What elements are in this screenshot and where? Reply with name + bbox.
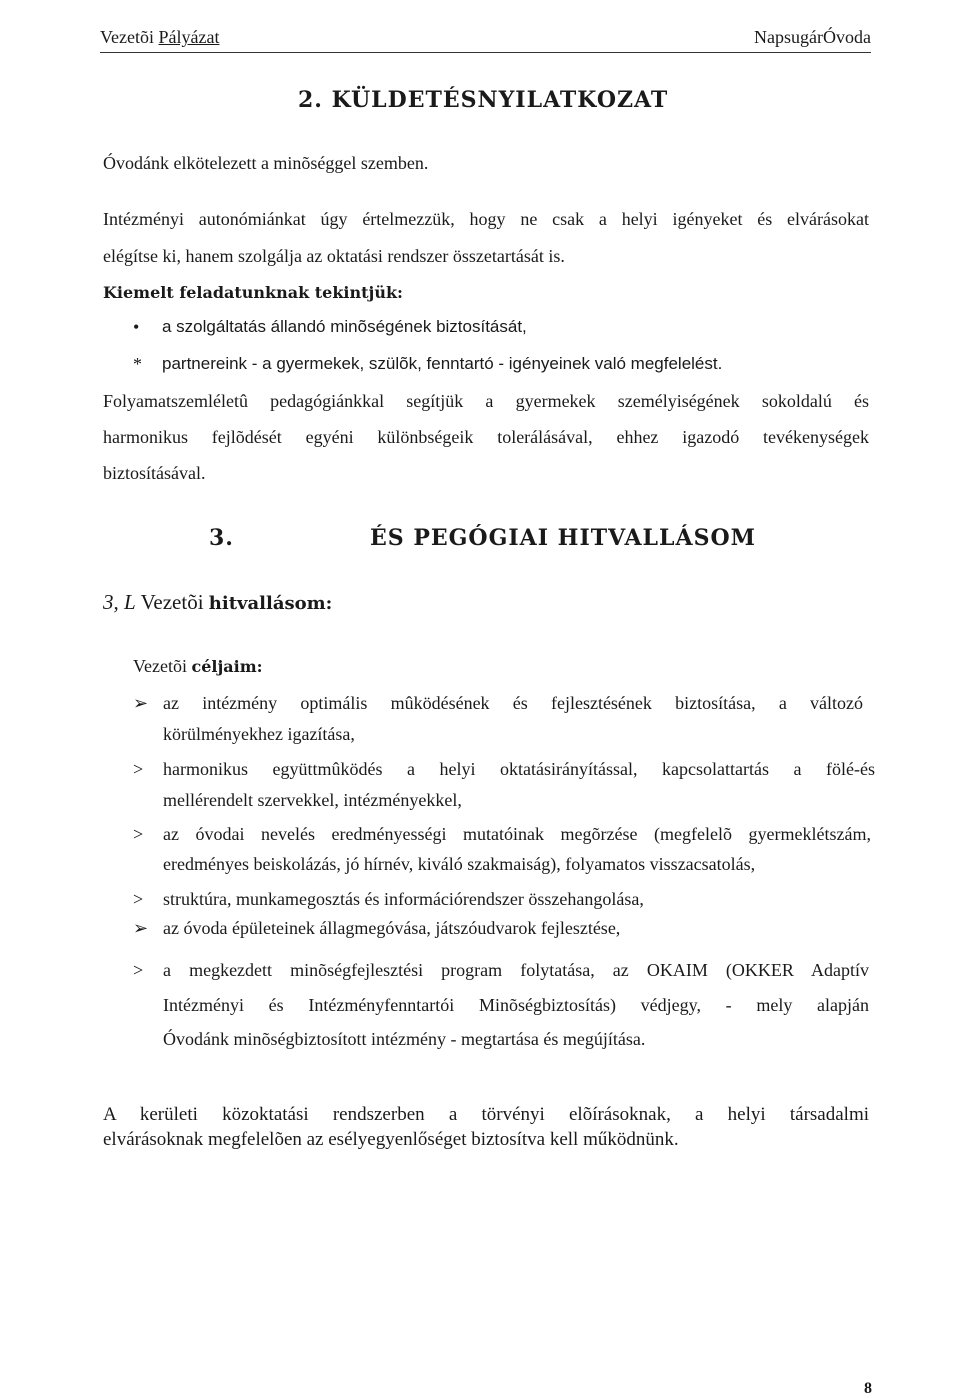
closing-line2: elvárásoknak megfelelõen az esélyegyenlőséget biztosítva kell működnünk. bbox=[103, 1129, 679, 1150]
subsection-number: 3, L bbox=[103, 590, 136, 614]
goal4-marker: > bbox=[133, 889, 144, 909]
subsection-bold: hitvallásom: bbox=[208, 593, 333, 614]
tasks-heading: Kiemelt feladatunknak tekintjük: bbox=[103, 283, 403, 302]
bullet2-text: partnereink - a gyermekek, szülõk, fenntartó - igényeinek való megfelelést. bbox=[162, 354, 723, 373]
subsection-plain: Vezetõi bbox=[140, 590, 204, 614]
section2-p3-line3: biztosításával. bbox=[103, 463, 206, 483]
goal6-line3: Óvodánk minõségbiztosított intézmény - megtartása és megújítása. bbox=[163, 1029, 646, 1049]
header-doc-title: Pályázat bbox=[158, 27, 220, 47]
bullet2-marker: * bbox=[133, 354, 142, 374]
goals-plain: Vezetõi bbox=[133, 656, 187, 676]
goal3-line2: eredményes beiskolázás, jó hírnév, kiváló szakmaiság), folyamatos visszacsatolás, bbox=[163, 854, 756, 874]
goals-heading bbox=[133, 654, 263, 679]
section2-p3-line1: Folyamatszemléletû pedagógiánkkal segítjük a gyermekek személyiségének sokoldalú és bbox=[103, 391, 869, 411]
section3-title: ÉS PEGÓGIAI HITVALLÁSOM bbox=[370, 525, 756, 551]
goal2-marker: > bbox=[133, 759, 144, 779]
goal4-line1: struktúra, munkamegosztás és információrendszer összehangolása, bbox=[163, 889, 644, 909]
section2-title: 2. KÜLDETÉSNYILATKOZAT bbox=[298, 87, 669, 113]
bullet1-text: a szolgáltatás állandó minõségének biztosítását, bbox=[162, 317, 527, 336]
goal3-line1: az óvodai nevelés eredményességi mutatóinak megõrzése (megfelelõ gyermeklétszám, bbox=[163, 824, 871, 844]
goal6-line1: a megkezdett minõségfejlesztési program folytatása, az OKAIM (OKKER Adaptív bbox=[163, 960, 869, 980]
header-rule bbox=[100, 52, 871, 53]
goal1-marker: ➢ bbox=[133, 693, 149, 713]
section3-subheading bbox=[103, 590, 332, 615]
bullet1-marker: • bbox=[133, 317, 140, 337]
header-doc-type: Vezetõi bbox=[100, 27, 154, 47]
goal2-line1: harmonikus együttmûködés a helyi oktatásirányítással, kapcsolattartás a fölé-és bbox=[163, 759, 875, 779]
goal3-marker: > bbox=[133, 824, 144, 844]
goal1-line1: az intézmény optimális mûködésének és fejlesztésének biztosítása, a változó bbox=[163, 693, 863, 713]
goals-bold: céljaim: bbox=[191, 657, 263, 676]
goal5-marker: ➢ bbox=[133, 918, 149, 938]
header-institution: NapsugárÓvoda bbox=[754, 27, 871, 47]
section2-p2-line1: Intézményi autonómiánkat úgy értelmezzük, hogy ne csak a helyi igényeket és elvárásokat bbox=[103, 209, 869, 229]
header-left bbox=[100, 27, 219, 48]
closing-line1: A kerületi közoktatási rendszerben a törvényi elõírásoknak, a helyi társadalmi bbox=[103, 1104, 869, 1125]
goal2-line2: mellérendelt szervekkel, intézményekkel, bbox=[163, 790, 462, 810]
page-number: 8 bbox=[864, 1380, 872, 1397]
goal1-line2: körülményekhez igazítása, bbox=[163, 724, 355, 744]
goal6-marker: > bbox=[133, 960, 144, 980]
section2-p1: Óvodánk elkötelezett a minõséggel szemben. bbox=[103, 153, 429, 173]
goal5-line1: az óvoda épületeinek állagmegóvása, játszóudvarok fejlesztése, bbox=[163, 918, 621, 938]
goal6-line2: Intézményi és Intézményfenntartói Minõségbiztosítás) védjegy, - mely alapján bbox=[163, 995, 869, 1015]
section2-p2-line2: elégítse ki, hanem szolgálja az oktatási rendszer összetartását is. bbox=[103, 246, 565, 266]
section3-number: 3. bbox=[209, 525, 234, 551]
section2-p3-line2: harmonikus fejlõdését egyéni különbségeik tolerálásával, ehhez igazodó tevékenységek bbox=[103, 427, 869, 447]
